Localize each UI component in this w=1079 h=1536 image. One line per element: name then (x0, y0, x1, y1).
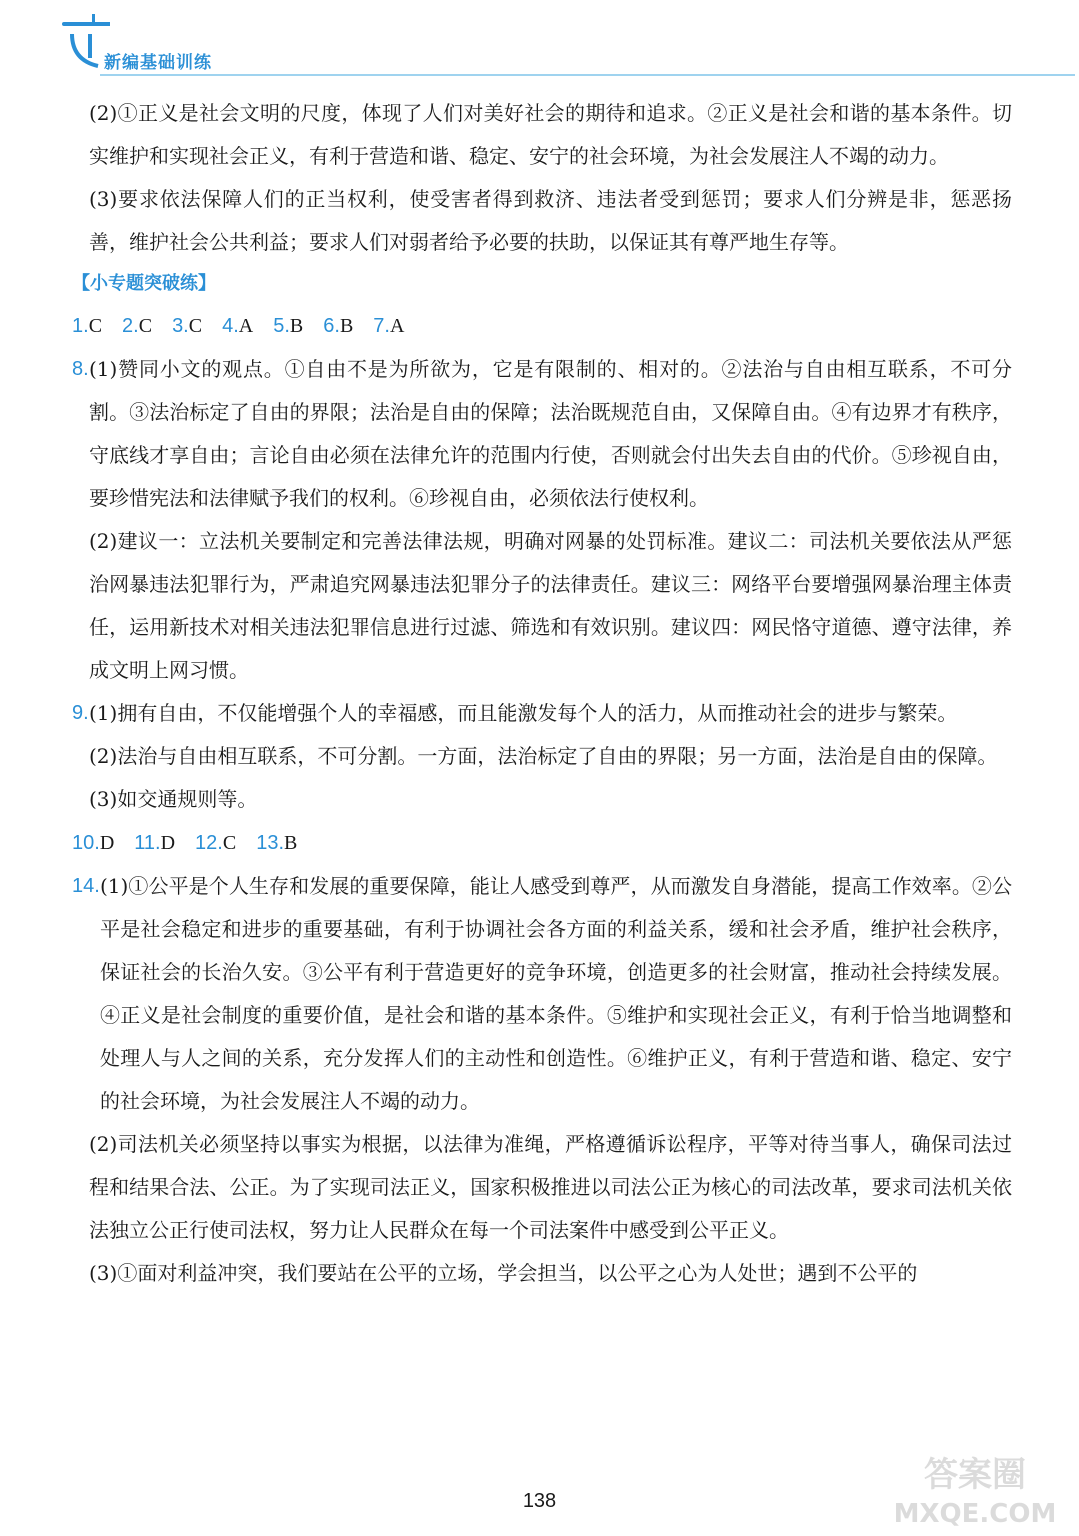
choice-answer: C (138, 315, 153, 337)
question-number: 7. (373, 315, 390, 337)
answer-paragraph: (3)要求依法保障人们的正当权利，使受害者得到救济、违法者受到惩罚；要求人们分辨是非，惩恶扬善，维护社会公共利益；要求人们对弱者给予必要的扶助，以保证其有尊严地生存等。 (89, 187, 1012, 254)
numbered-answer (72, 692, 1012, 735)
header-divider (100, 74, 1075, 76)
question-number: 14. (72, 875, 100, 897)
question-number: 12. (195, 832, 223, 854)
answer-text: (1)赞同小文的观点。①自由不是为所欲为，它是有限制的、相对的。②法治与自由相互联系，不可分割。③法治标定了自由的界限；法治是自由的保障；法治既规范自由，又保障自由。④有边界才有秩序，守底线才享自由；言论自由必须在法律允许的范围内行使，否则就会付出失去自由的代价。⑤珍视自由，要珍惜宪法和法律赋予我们的权利。⑥珍视自由，必须依法行使权利。 (89, 357, 1012, 510)
section-heading: 【小专题突破练】 (72, 273, 216, 294)
choice-answer: B (289, 315, 304, 337)
question-number: 9. (72, 702, 89, 724)
question-number: 13. (256, 832, 285, 854)
answer-paragraph: (3)如交通规则等。 (89, 787, 258, 811)
page-number: 138 (522, 1490, 557, 1512)
question-number: 4. (222, 315, 239, 337)
choice-answer: D (99, 832, 115, 854)
numbered-answer (72, 865, 1012, 1123)
answer-paragraph: (2)①正义是社会文明的尺度，体现了人们对美好社会的期待和追求。②正义是社会和谐的基本条件。切实维护和实现社会正义，有利于营造和谐、稳定、安宁的社会环境，为社会发展注人不竭的动力。 (89, 101, 1012, 168)
answer-content (72, 92, 1012, 1295)
choice-answer: B (339, 315, 354, 337)
choice-answer: D (160, 832, 176, 854)
question-number: 10. (72, 832, 100, 854)
answer-text: (1)①公平是个人生存和发展的重要保障，能让人感受到尊严，从而激发自身潜能，提高工作效率。②公平是社会稳定和进步的重要基础，有利于协调社会各方面的利益关系，缓和社会矛盾，维护社会秩序，保证社会的长治久安。③公平有利于营造更好的竞争环境，创造更多的社会财富，推动社会持续发展。④正义是社会制度的重要价值，是社会和谐的基本条件。⑤维护和实现社会正义，有利于恰当地调整和处理人与人之间的关系，充分发挥人们的主动性和创造性。⑥维护正义，有利于营造和谐、稳定、安宁的社会环境，为社会发展注人不竭的动力。 (100, 874, 1012, 1113)
answer-text: (1)拥有自由，不仅能增强个人的幸福感，而且能激发每个人的活力，从而推动社会的进步与繁荣。 (89, 701, 958, 725)
question-number: 3. (172, 315, 189, 337)
question-number: 5. (273, 315, 290, 337)
watermark-logo (880, 1448, 1070, 1530)
watermark-line1: 答案圈 (924, 1455, 1026, 1495)
answer-paragraph: (2)法治与自由相互联系，不可分割。一方面，法治标定了自由的界限；另一方面，法治是自由的保障。 (89, 744, 998, 768)
answer-list (72, 304, 1012, 348)
page-header (0, 0, 1079, 80)
choice-answer: C (188, 315, 203, 337)
choice-answer: A (389, 315, 405, 337)
choice-answer: C (88, 315, 103, 337)
numbered-answer (72, 348, 1012, 520)
question-number: 6. (323, 315, 340, 337)
header-title: 新编基础训练 (104, 53, 212, 73)
answer-paragraph: (2)建议一：立法机关要制定和完善法律法规，明确对网暴的处罚标准。建议二：司法机关要依法从严惩治网暴违法犯罪行为，严肃追究网暴违法犯罪分子的法律责任。建议三：网络平台要增强网暴治理主体责任，运用新技术对相关违法犯罪信息进行过滤、筛选和有效识别。建议四：网民恪守道德、遵守法律，养成文明上网习惯。 (89, 529, 1012, 682)
header-logo-icon (0, 0, 110, 80)
question-number: 11. (134, 832, 161, 854)
question-number: 1. (72, 315, 89, 337)
question-number: 2. (122, 315, 139, 337)
choice-answer: B (284, 832, 298, 854)
answer-paragraph: (2)司法机关必须坚持以事实为根据，以法律为准绳，严格遵循诉讼程序，平等对待当事人，确保司法过程和结果合法、公正。为了实现司法正义，国家积极推进以司法公正为核心的司法改革，要求司法机关依法独立公正行使司法权，努力让人民群众在每一个司法案件中感受到公平正义。 (89, 1132, 1012, 1242)
answer-list (72, 821, 1012, 865)
choice-answer: A (238, 315, 254, 337)
watermark-line2: MXQE.COM (893, 1499, 1057, 1529)
answer-paragraph: (3)①面对利益冲突，我们要站在公平的立场，学会担当，以公平之心为人处世；遇到不公平的 (89, 1261, 918, 1285)
choice-answer: C (222, 832, 237, 854)
question-number: 8. (72, 358, 89, 380)
